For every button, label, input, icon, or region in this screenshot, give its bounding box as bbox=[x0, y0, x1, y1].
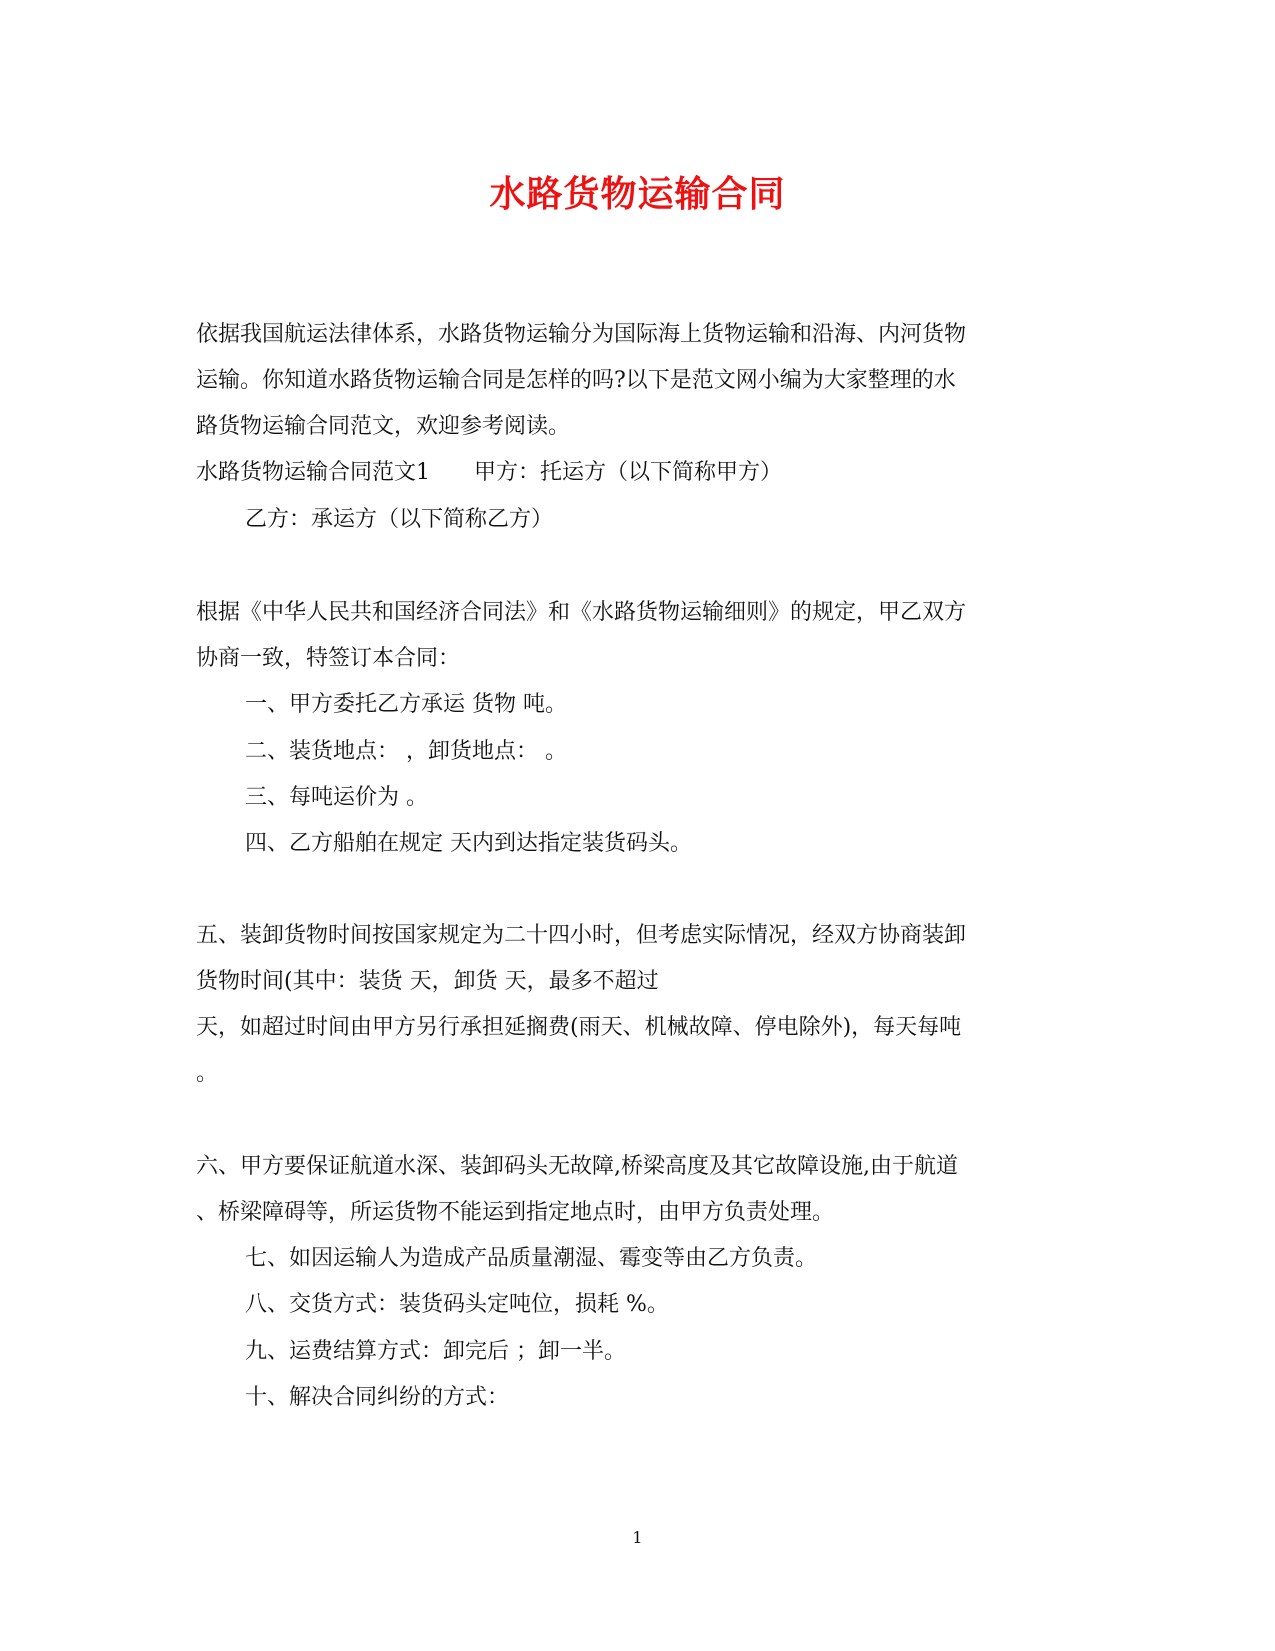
contract-clause: 八、交货方式：装货码头定吨位，损耗 %。 bbox=[245, 1292, 669, 1317]
contract-clause: 四、乙方船舶在规定 天内到达指定装货码头。 bbox=[245, 831, 692, 856]
page-number: 1 bbox=[632, 1528, 643, 1547]
contract-clause: 六、甲方要保证航道水深、装卸码头无故障,桥梁高度及其它故障设施,由于航道 bbox=[196, 1154, 958, 1179]
paragraph-line: 路货物运输合同范文，欢迎参考阅读。 bbox=[196, 414, 571, 439]
paragraph-line: 货物时间(其中：装货 天，卸货 天，最多不超过 bbox=[196, 969, 659, 994]
contract-clause: 十、解决合同纠纷的方式： bbox=[245, 1385, 510, 1410]
paragraph-line: 运输。你知道水路货物运输合同是怎样的吗?以下是范文网小编为大家整理的水 bbox=[196, 368, 956, 393]
paragraph-line: 天，如超过时间由甲方另行承担延搁费(雨天、机械故障、停电除外)，每天每吨 bbox=[196, 1015, 962, 1040]
contract-clause: 七、如因运输人为造成产品质量潮湿、霉变等由乙方负责。 bbox=[245, 1246, 818, 1271]
contract-clause: 二、装货地点： ，卸货地点： 。 bbox=[245, 739, 567, 764]
contract-clause: 九、运费结算方式：卸完后 ；卸一半。 bbox=[245, 1339, 626, 1364]
paragraph-line: 。 bbox=[196, 1061, 219, 1086]
document-title: 水路货物运输合同 bbox=[489, 173, 786, 215]
paragraph-line: 、桥梁障碍等，所运货物不能运到指定地点时，由甲方负责处理。 bbox=[196, 1200, 835, 1225]
paragraph-line: 水路货物运输合同范文1 甲方：托运方（以下简称甲方） bbox=[196, 460, 782, 485]
paragraph-line: 协商一致，特签订本合同： bbox=[196, 646, 461, 671]
contract-clause: 一、甲方委托乙方承运 货物 吨。 bbox=[245, 692, 567, 717]
contract-clause: 三、每吨运价为 。 bbox=[245, 785, 428, 810]
contract-clause: 五、装卸货物时间按国家规定为二十四小时，但考虑实际情况，经双方协商装卸 bbox=[196, 923, 967, 948]
paragraph-line: 根据《中华人民共和国经济合同法》和《水路货物运输细则》的规定，甲乙双方 bbox=[196, 600, 967, 625]
paragraph-line: 依据我国航运法律体系，水路货物运输分为国际海上货物运输和沿海、内河货物 bbox=[196, 322, 967, 347]
paragraph-line: 乙方：承运方（以下简称乙方） bbox=[245, 507, 554, 532]
